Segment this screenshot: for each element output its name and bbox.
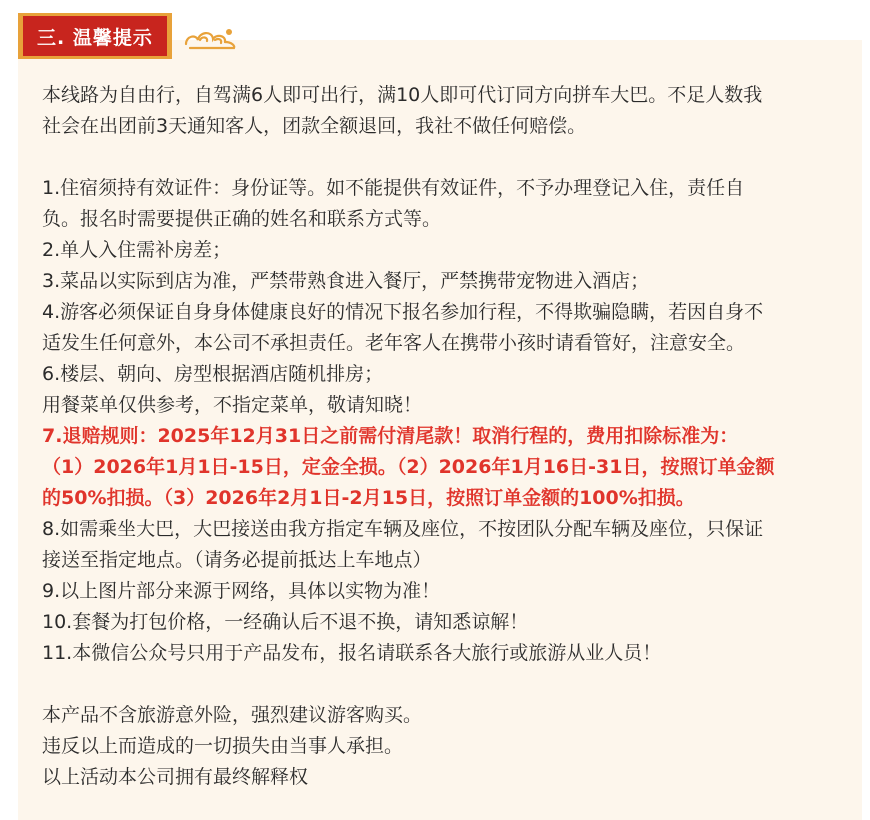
rule-10: 10.套餐为打包价格，一经确认后不退不换，请知悉谅解！: [42, 611, 529, 633]
section-header: [18, 14, 238, 58]
notice-content: [42, 80, 842, 793]
intro-line-2: 社会在出团前3天通知客人，团款全额退回，我社不做任何赔偿。: [42, 115, 587, 137]
section-title: 三. 温馨提示: [37, 26, 153, 49]
title-banner: [18, 16, 172, 56]
rule-3: 3.菜品以实际到店为准，严禁带熟食进入餐厅，严禁携带宠物进入酒店；: [42, 270, 650, 292]
auspicious-cloud-icon: [182, 20, 238, 52]
interpretation-note: 以上活动本公司拥有最终解释权: [42, 766, 309, 788]
rule-4-line-2: 适发生任何意外，本公司不承担责任。老年客人在携带小孩时请看管好，注意安全。: [42, 332, 746, 354]
refund-rule-line-2: （1）2026年1月1日-15日，定金全损。（2）2026年1月16日-31日，按照订单金额: [42, 456, 775, 478]
blank-line: [42, 669, 842, 700]
rule-2: 2.单人入住需补房差；: [42, 239, 232, 261]
menu-note: 用餐菜单仅供参考，不指定菜单，敬请知晓！: [42, 394, 423, 416]
rule-4-line-1: 4.游客必须保证自身身体健康良好的情况下报名参加行程，不得欺骗隐瞒，若因自身不: [42, 301, 764, 323]
rule-8-line-1: 8.如需乘坐大巴，大巴接送由我方指定车辆及座位，不按团队分配车辆及座位，只保证: [42, 518, 764, 540]
rule-8-line-2: 接送至指定地点。（请务必提前抵达上车地点）: [42, 549, 432, 571]
intro-line-1: 本线路为自由行，自驾满6人即可出行，满10人即可代订同方向拼车大巴。不足人数我: [42, 84, 763, 106]
liability-note: 违反以上而造成的一切损失由当事人承担。: [42, 735, 404, 757]
rule-11: 11.本微信公众号只用于产品发布，报名请联系各大旅行或旅游从业人员！: [42, 642, 662, 664]
rule-1-line-2: 负。报名时需要提供正确的姓名和联系方式等。: [42, 208, 442, 230]
rule-1-line-1: 1.住宿须持有效证件：身份证等。如不能提供有效证件，不予办理登记入住，责任自: [42, 177, 745, 199]
rule-6: 6.楼层、朝向、房型根据酒店随机排房；: [42, 363, 384, 385]
refund-rule-line-1: 7.退赔规则：2025年12月31日之前需付清尾款！取消行程的，费用扣除标准为：: [42, 425, 739, 447]
blank-line: [42, 142, 842, 173]
insurance-note: 本产品不含旅游意外险，强烈建议游客购买。: [42, 704, 423, 726]
refund-rule-line-3: 的50%扣损。（3）2026年2月1日-2月15日，按照订单金额的100%扣损。: [42, 487, 695, 509]
rule-9: 9.以上图片部分来源于网络，具体以实物为准！: [42, 580, 441, 602]
